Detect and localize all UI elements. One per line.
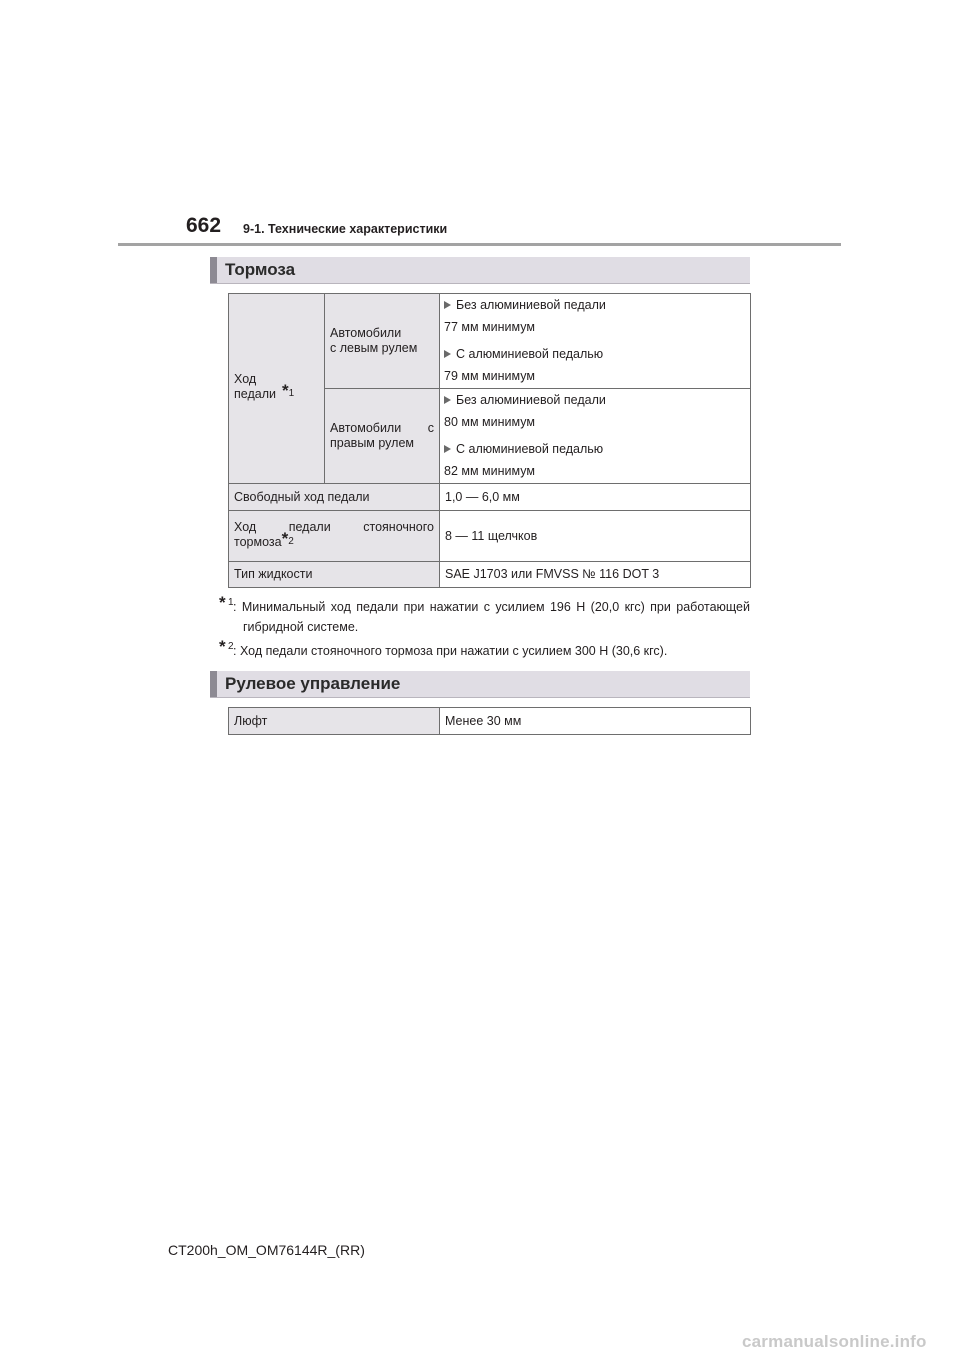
section-title: 9-1. Технические характеристики — [243, 222, 448, 236]
footnote-text: : Минимальный ход педали при нажатии с усилием 196 Н (20,0 кгс) при работающей гибридной системе. — [233, 600, 750, 634]
list-item-value: 77 мм минимум — [444, 320, 535, 334]
parking-brake-label-cell — [229, 511, 440, 562]
lhd-values-cell — [440, 294, 751, 389]
rhd-label-cell — [325, 389, 440, 484]
table-row — [229, 708, 751, 735]
rhd-label-line2: правым рулем — [330, 436, 414, 450]
footnote-ref-1: *1 — [282, 381, 295, 400]
parking-brake-label-line1: Ход педали стояночного — [234, 519, 434, 534]
play-value: Менее 30 мм — [440, 708, 751, 735]
list-item: Без алюминиевой педали — [444, 298, 745, 313]
free-play-value: 1,0 — 6,0 мм — [440, 484, 751, 511]
parking-brake-label-line2: тормоза — [234, 534, 282, 549]
list-item-value: 82 мм минимум — [444, 464, 535, 478]
header-divider — [118, 243, 841, 246]
brakes-spec-table — [228, 293, 751, 588]
steering-heading — [210, 671, 750, 698]
list-item: С алюминиевой педалью — [444, 347, 745, 362]
footnote-number: 2 — [228, 641, 234, 652]
document-code: CT200h_OM_OM76144R_(RR) — [168, 1242, 365, 1258]
pedal-travel-label: Ход педали — [234, 372, 276, 401]
rhd-values-cell — [440, 389, 751, 484]
triangle-bullet-icon — [444, 350, 451, 358]
footnote-ref-2: *2 — [281, 528, 294, 548]
triangle-bullet-icon — [444, 445, 451, 453]
brakes-heading-text: Тормоза — [225, 260, 296, 279]
triangle-bullet-icon — [444, 396, 451, 404]
pedal-travel-label-cell — [229, 294, 325, 484]
table-row — [229, 294, 751, 389]
list-item-value: 80 мм минимум — [444, 415, 535, 429]
steering-spec-table — [228, 707, 751, 735]
free-play-label: Свободный ход педали — [229, 484, 440, 511]
table-row — [229, 562, 751, 588]
table-row — [229, 484, 751, 511]
table-row — [229, 511, 751, 562]
footnote-text: : Ход педали стояночного тормоза при нажатии с усилием 300 Н (30,6 кгс). — [233, 644, 668, 658]
footnote-asterisk: * — [219, 637, 226, 656]
play-label: Люфт — [229, 708, 440, 735]
triangle-bullet-icon — [444, 301, 451, 309]
footnote-asterisk: * — [219, 593, 226, 612]
rhd-label-line1: Автомобили с — [330, 421, 434, 435]
lhd-label-line2: с левым рулем — [330, 341, 418, 355]
list-item: Без алюминиевой педали — [444, 393, 745, 408]
parking-brake-value: 8 — 11 щелчков — [440, 511, 751, 562]
list-item: С алюминиевой педалью — [444, 442, 745, 457]
lhd-label-cell — [325, 294, 440, 389]
page-number: 662 — [186, 214, 222, 237]
lhd-label-line1: Автомобили — [330, 326, 402, 340]
footnote-2 — [219, 637, 750, 661]
steering-heading-text: Рулевое управление — [225, 674, 401, 693]
footnote-1 — [219, 593, 750, 637]
brakes-heading — [210, 257, 750, 284]
list-item-value: 79 мм минимум — [444, 369, 535, 383]
watermark: carmanualsonline.info — [742, 1332, 927, 1351]
fluid-label: Тип жидкости — [229, 562, 440, 588]
fluid-value: SAE J1703 или FMVSS № 116 DOT 3 — [440, 562, 751, 588]
footnote-number: 1 — [228, 597, 234, 608]
